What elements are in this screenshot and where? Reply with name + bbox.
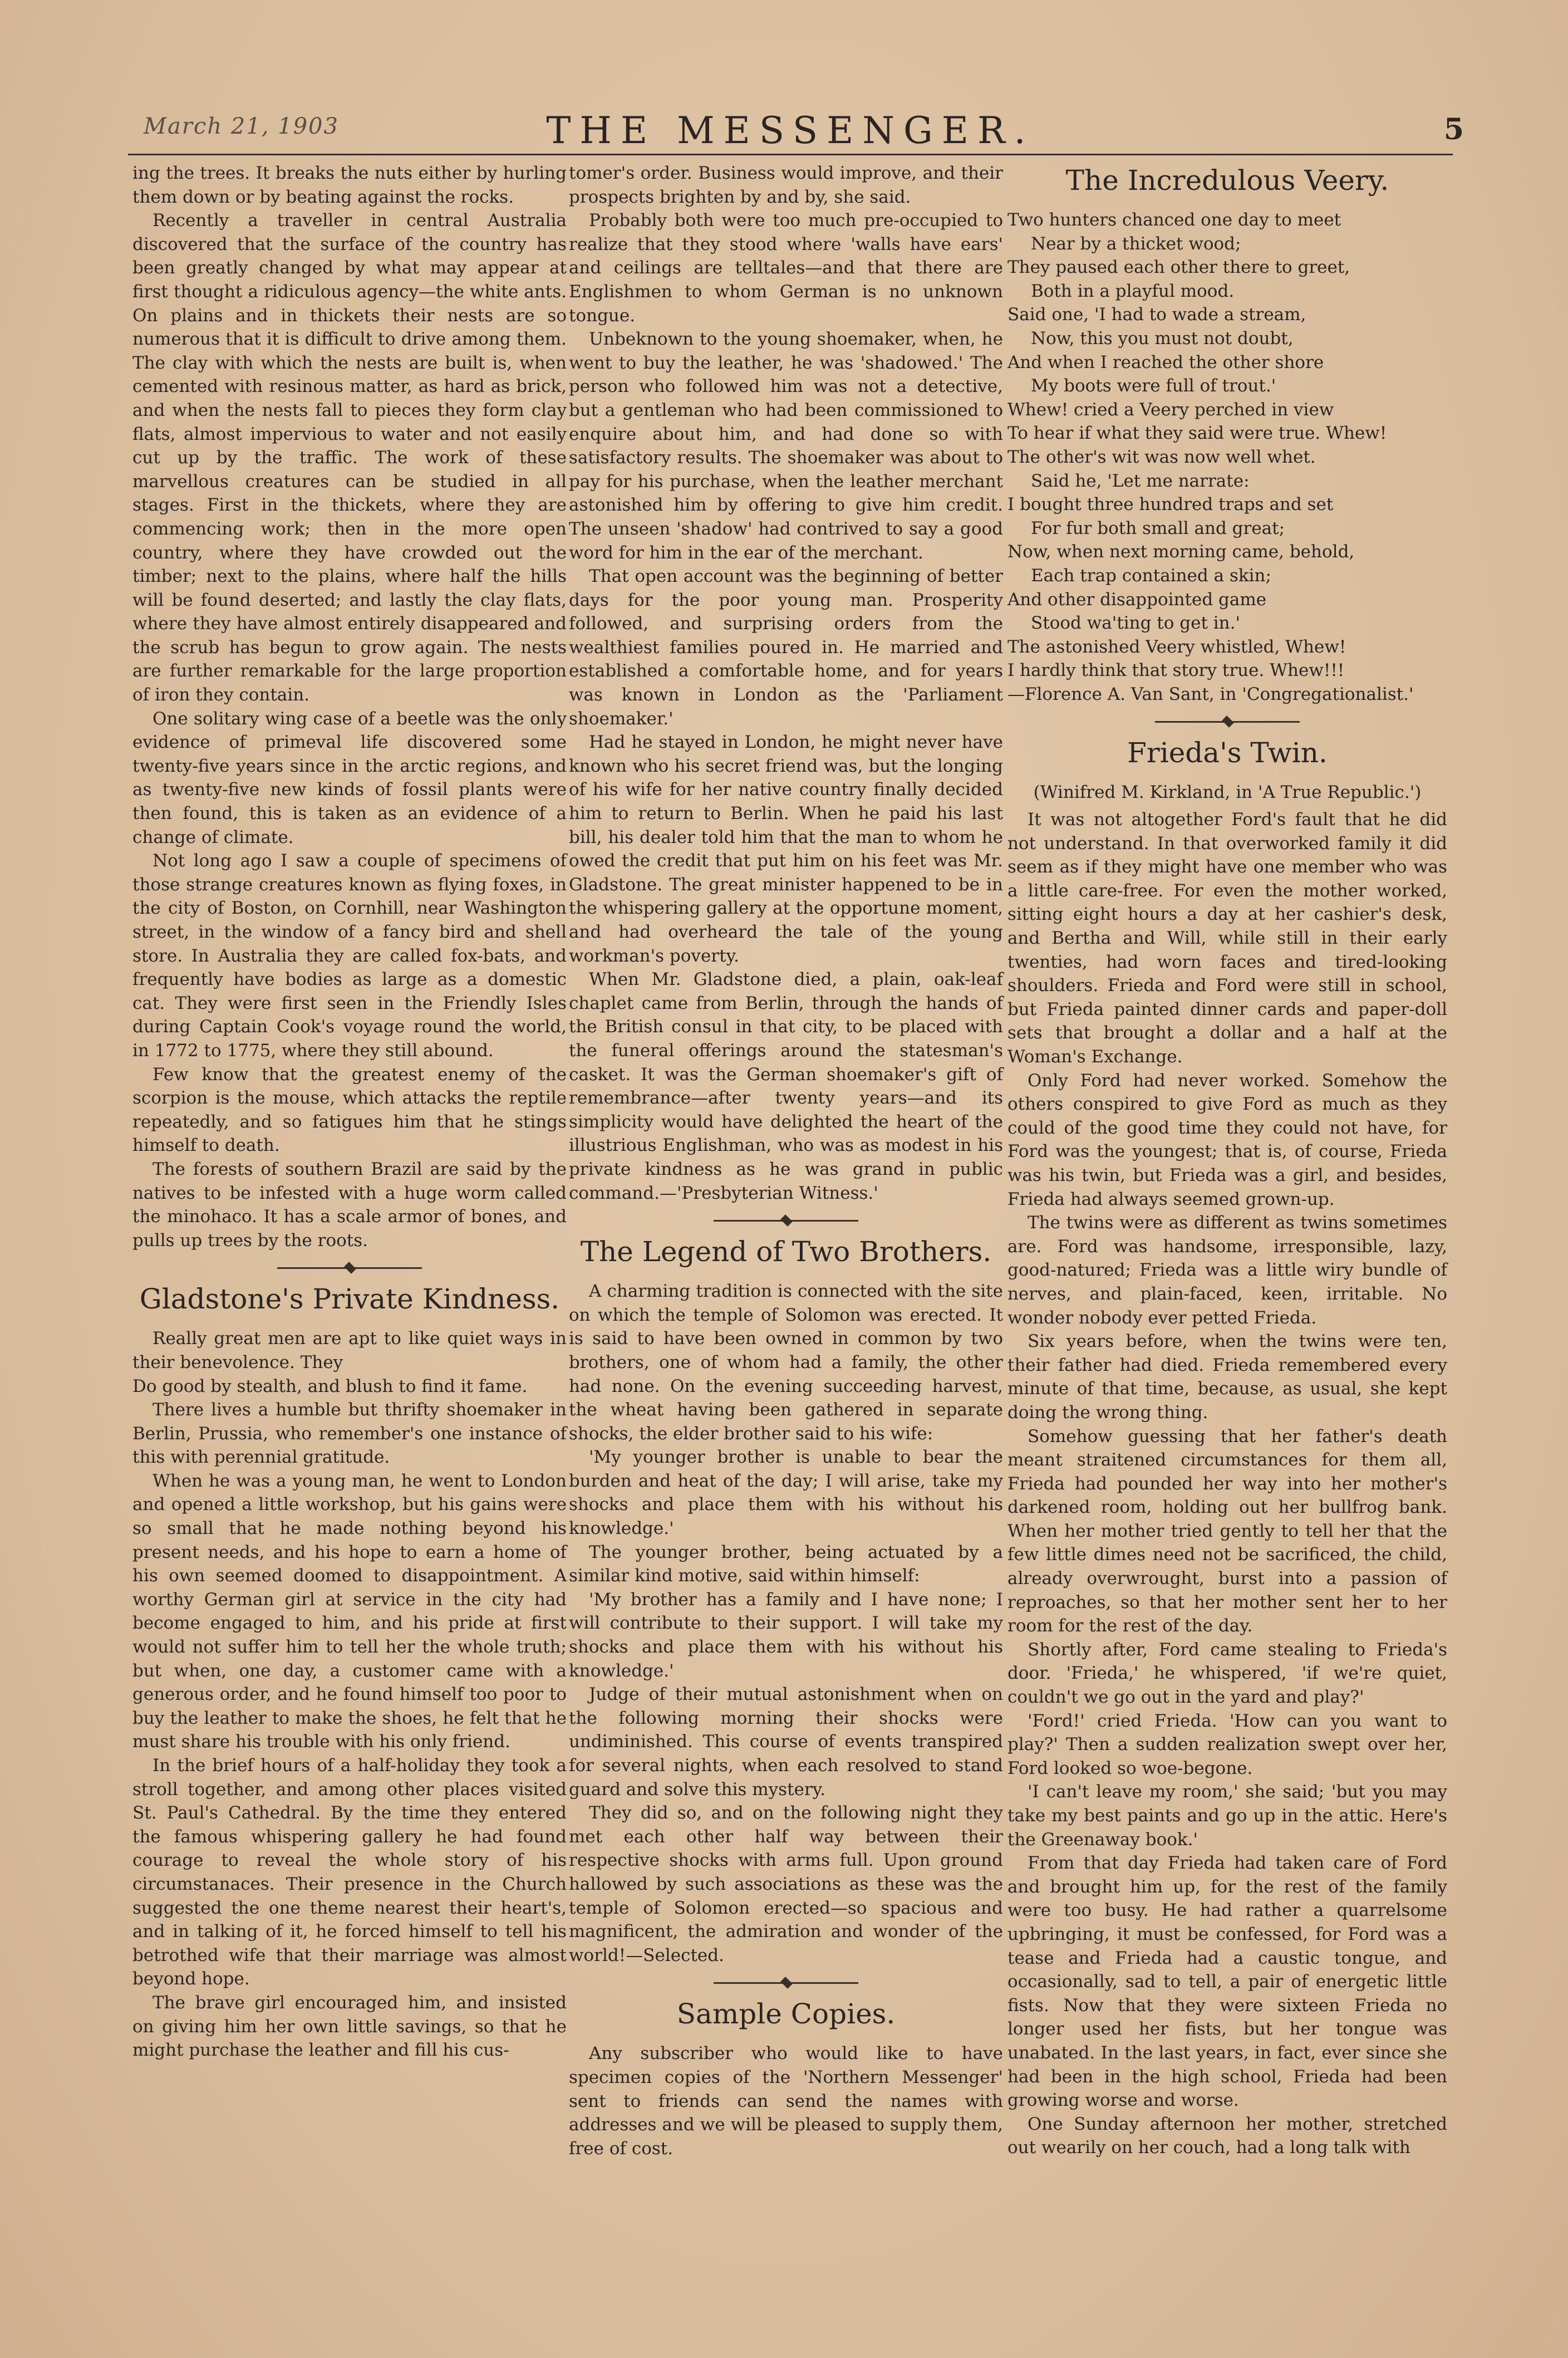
paragraph: In the brief hours of a half-holiday they took a stroll together, and among other places visited St. Paul's Cathedral. By the time they entered the famous whispering gallery he had found courage to reveal the whole story of his circumstanaces. Their presence in the Church suggested the one theme nearest their heart's, and in talking of it, he forced himself to tell his betrothed wife that their marriage was almost beyond hope. [132,1756,567,1989]
paragraph: ing the trees. It breaks the nuts either by hurling them down or by beating against the rocks. [132,163,567,207]
header-date: March 21, 1903 [144,114,339,139]
poem-line: Now, when next morning came, behold, [1007,542,1355,562]
paragraph: It was not altogether Ford's fault that he did not understand. In that overworked family it did seem as if they might have one member who was a little care-free. For even the mother worked, sitting eight hours a day at her cashier's desk, and Bertha and Will, while still in their early twenties, had worn faces and tired-looking shoulders. Frieda and Ford were still in school, but Frieda painted dinner cards and paper-doll sets that brought a dollar and a half at the Woman's Exchange. [1007,810,1447,1067]
poem-line: Now, this you must not doubt, [1031,328,1294,349]
paragraph: When he was a young man, he went to London and opened a little workshop, but his gains were so small that he made nothing beyond his present needs, and his hope to earn a home of his own seemed doomed to disappointment. A worthy German girl at service in the city had become engaged to him, and his pride at first would not suffer him to tell her the whole truth; but when, one day, a customer came with a generous order, and he found himself too poor to buy the leather to make the shoes, he felt that he must share his trouble with his only friend. [132,1470,567,1752]
poem-line: For fur both small and great; [1031,518,1285,538]
section-ornament [277,1261,422,1274]
article-byline: (Winifred M. Kirkland, in 'A True Republic.') [1033,782,1422,803]
column-1 [132,161,567,2062]
paragraph: Unbeknown to the young shoemaker, when, he went to buy the leather, he was 'shadowed.' The person who followed him was not a detective, but a gentleman who had been commissioned to enquire about him, and had done so with satisfactory results. The shoemaker was about to pay for his purchase, when the leather merchant astonished him by offering to give him credit. The unseen 'shadow' had contrived to say a good word for him in the ear of the merchant. [569,329,1003,563]
paragraph: From that day Frieda had taken care of Ford and brought him up, for the rest of the family were too busy. He had rather a quarrelsome upbringing, it must be confessed, for Ford was a tease and Frieda had a caustic tongue, and occasionally, sad to tell, a pair of energetic little fists. Now that they were sixteen Frieda no longer used her fists, but her tongue was unabated. In the last years, in fact, ever since she had been in the high school, Frieda had been growing worse and worse. [1007,1853,1447,2111]
paragraph: 'My younger brother is unable to bear the burden and heat of the day; I will arise, take my shocks and place them with his without his knowledge.' [569,1447,1003,1539]
paragraph: Judge of their mutual astonishment when on the following morning their shocks were undiminished. This course of events transpired for several nights, when each resolved to stand guard and solve this mystery. [569,1684,1003,1800]
paragraph: Recently a traveller in central Australia discovered that the surface of the country has been greatly changed by what may appear at first thought a ridiculous agency—the white ants. On plains and in thickets their nests are so numerous that it is difficult to drive among them. The clay with which the nests are built is, when cemented with resinous matter, as hard as brick, and when the nests fall to pieces they form clay flats, almost impervious to water and not easily cut up by the traffic. The work of these marvellous creatures can be studied in all stages. First in the thickets, where they are commencing work; then in the more open country, where they have crowded out the timber; next to the plains, where half the hills will be found deserted; and lastly the clay flats, where they have almost entirely disappeared and the scrub has begun to grow again. The nests are further remarkable for the large proportion of iron they contain. [132,210,567,705]
masthead-title: THE MESSENGER. [546,109,1035,152]
poem-line: Stood wa'ting to get in.' [1031,613,1241,634]
article-title-frieda: Frieda's Twin. [1127,737,1328,769]
page-number: 5 [1443,112,1464,146]
poem-line: And other disappointed game [1007,589,1267,610]
paragraph: One solitary wing case of a beetle was the only evidence of primeval life discovered some twenty-five years since in the arctic regions, and as twenty-five new kinds of fossil plants were then found, this is taken as an evidence of a change of climate. [132,708,567,847]
paragraph: Not long ago I saw a couple of specimens of those strange creatures known as flying foxes, in the city of Boston, on Cornhill, near Washington street, in the window of a fancy bird and shell store. In Australia they are called fox-bats, and frequently have bodies as large as a domestic cat. They were first seen in the Friendly Isles during Captain Cook's voyage round the world, in 1772 to 1775, where they still abound. [132,851,567,1061]
column-2 [569,161,1003,2160]
poem-line: Each trap contained a skin; [1031,565,1271,586]
paragraph: Had he stayed in London, he might never have known who his secret friend was, but the longing of his wife for her native country finally decided him to return to Berlin. When he paid his last bill, his dealer told him that the man to whom he owed the credit that put him on his feet was Mr. Gladstone. The great minister happened to be in the whispering gallery at the opportune moment, and had overheard the tale of the young workman's poverty. [569,732,1003,966]
paragraph: 'My brother has a family and I have none; I will contribute to their support. I will take my shocks and place them with his without his knowledge.' [569,1589,1003,1681]
poem-attribution: —Florence A. Van Sant, in 'Congregationalist.' [1007,684,1414,704]
paragraph: One Sunday afternoon her mother, stretched out wearily on her couch, had a long talk with [1007,2114,1447,2158]
poem-line: Said one, 'I had to wade a stream, [1007,305,1306,325]
poem-line: Whew! cried a Veery perched in view [1007,399,1334,420]
paragraph: The twins were as different as twins sometimes are. Ford was handsome, irresponsible, lazy, good-natured; Frieda was a little wiry bundle of nerves, and plain-faced, keen, irritable. No wonder nobody ever petted Frieda. [1007,1213,1447,1328]
poem-line: Two hunters chanced one day to meet [1007,210,1341,230]
paragraph: Only Ford had never worked. Somehow the others conspired to give Ford as much as they could of the good time they could not have, for Ford was the youngest; that is, of course, Frieda was his twin, but Frieda was a girl, and besides, Frieda had always seemed grown-up. [1007,1070,1447,1209]
article-title-veery: The Incredulous Veery. [1065,164,1389,197]
section-ornament [714,1976,858,1989]
page-header [117,109,1464,152]
paragraph: 'Ford!' cried Frieda. 'How can you want to play?' Then a sudden realization swept over her, Ford looked so woe-begone. [1007,1710,1447,1778]
paragraph: tomer's order. Business would improve, and their prospects brighten by and by, she said. [569,163,1003,207]
poem-line: Both in a playful mood. [1031,281,1235,301]
paragraph: A charming tradition is connected with the site on which the temple of Solomon was erected. It is said to have been owned in common by two brothers, one of whom had a family, the other had none. On the evening succeeding harvest, the wheat having been gathered in separate shocks, the elder brother said to his wife: [569,1281,1003,1444]
paragraph: The forests of southern Brazil are said by the natives to be infested with a huge worm called the minohaco. It has a scale armor of bones, and pulls up trees by the roots. [132,1159,567,1251]
paragraph: Six years before, when the twins were ten, their father had died. Frieda remembered every minute of that time, because, as usual, she kept doing the wrong thing. [1007,1331,1447,1423]
poem-line: Said he, 'Let me narrate: [1031,470,1250,491]
poem-line: I hardly think that story true. Whew!!! [1007,660,1345,681]
paragraph: Somehow guessing that her father's death meant straitened circumstances for them all, Frieda had pounded her way into her mother's darkened room, holding out her bullfrog bank. When her mother tried gently to tell her that the few little dimes need not be sacrificed, the child, already overwrought, burst into a passion of reproaches, so that her mother sent her to her room for the rest of the day. [1007,1426,1447,1636]
paragraph: They did so, and on the following night they met each other half way between their respective shocks with arms full. Upon ground hallowed by such associations as these was the temple of Solomon erected—so spacious and magnificent, the admiration and wonder of the world!—Selected. [569,1803,1003,1965]
poem-line: And when I reached the other shore [1007,352,1324,372]
section-ornament [714,1214,858,1227]
poem-line: The other's wit was now well whet. [1007,447,1316,467]
paragraph: There lives a humble but thrifty shoemaker in Berlin, Prussia, who remember's one instance of this with perennial gratitude. [132,1400,567,1468]
paragraph: Any subscriber who would like to have specimen copies of the 'Northern Messenger' sent to friends can send the names with addresses and we will be pleased to supply them, free of cost. [569,2043,1003,2159]
column-3 [1007,161,1447,2160]
poem-line: They paused each other there to greet, [1007,257,1350,278]
article-title-gladstone: Gladstone's Private Kindness. [139,1283,560,1316]
paragraph: 'I can't leave my room,' she said; 'but you may take my best paints and go up in the attic. Here's the Greenaway book.' [1007,1782,1447,1850]
paragraph: Really great men are apt to like quiet ways in their benevolence. They [132,1328,567,1372]
paragraph: The younger brother, being actuated by a similar kind motive, said within himself: [569,1542,1003,1586]
poem-line: The astonished Veery whistled, Whew! [1007,636,1346,657]
paragraph: Probably both were too much pre-occupied to realize that they stood where 'walls have ears' and ceilings are telltales—and that there are Englishmen to whom German is no unknown tongue. [569,210,1003,326]
poem [1007,208,1447,683]
poem-line: I bought three hundred traps and set [1007,494,1334,515]
paragraph: When Mr. Gladstone died, a plain, oak-leaf chaplet came from Berlin, through the hands of the British consul in that city, to be placed with the funeral offerings around the statesman's casket. It was the German shoemaker's gift of remembrance—after twenty years—and its simplicity would have delighted the heart of the illustrious Englishman, who was as modest in his private kindness as he was grand in public command.—'Presbyterian Witness.' [569,969,1003,1203]
poem-line: To hear if what they said were true. Whew! [1007,423,1387,444]
section-ornament [1155,715,1300,728]
header-rule [128,154,1453,155]
paragraph: That open account was the beginning of better days for the poor young man. Prosperity followed, and surprising orders from the wealthiest families poured in. He married and established a comfortable home, and for years was known in London as the 'Parliament shoemaker.' [569,566,1003,729]
article-title-legend: The Legend of Two Brothers. [580,1236,992,1268]
article-title-sample-copies: Sample Copies. [676,1998,896,2031]
poem-line: My boots were full of trout.' [1031,376,1276,396]
quote-line: Do good by stealth, and blush to find it fame. [132,1376,528,1396]
paragraph: The brave girl encouraged him, and insisted on giving him her own little savings, so that he might purchase the leather and fill his cus- [132,1992,567,2061]
paragraph: Shortly after, Ford came stealing to Frieda's door. 'Frieda,' he whispered, 'if we're quiet, couldn't we go out in the yard and play?' [1007,1639,1447,1708]
poem-line: Near by a thicket wood; [1031,233,1241,254]
paragraph: Few know that the greatest enemy of the scorpion is the mouse, which attacks the reptile repeatedly, and so fatigues him that he stings himself to death. [132,1064,567,1156]
